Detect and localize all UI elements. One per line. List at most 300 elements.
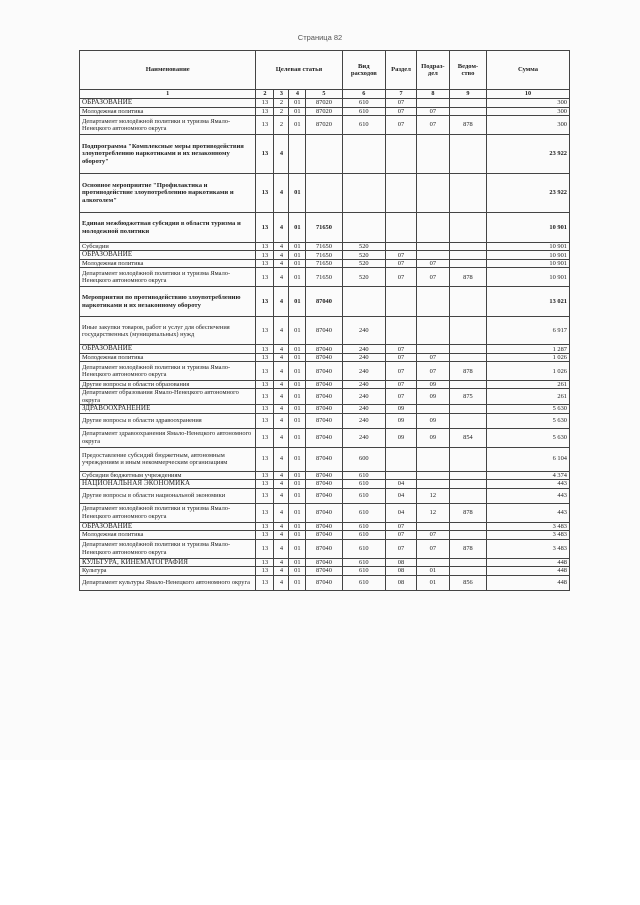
department-code	[449, 488, 486, 503]
department-code	[449, 107, 486, 115]
section: 07	[386, 268, 417, 287]
section: 07	[386, 116, 417, 135]
table-row	[80, 539, 570, 558]
header-target: Целевая статья	[256, 51, 342, 90]
target-program: 13	[256, 413, 274, 428]
target-event: 01	[289, 503, 306, 522]
target-direction: 71650	[306, 243, 342, 251]
expense-type: 610	[342, 558, 386, 567]
subsection: 12	[416, 488, 449, 503]
target-event: 01	[289, 575, 306, 590]
department-code	[449, 251, 486, 260]
subsection: 09	[416, 428, 449, 447]
department-code	[449, 99, 486, 108]
subsection: 07	[416, 354, 449, 362]
target-direction: 87040	[306, 413, 342, 428]
amount: 10 901	[487, 260, 570, 268]
expense-type: 610	[342, 116, 386, 135]
subsection: 01	[416, 575, 449, 590]
target-direction: 87040	[306, 381, 342, 389]
expense-type: 520	[342, 243, 386, 251]
row-name: ОБРАЗОВАНИЕ	[80, 99, 256, 108]
department-code: 854	[449, 428, 486, 447]
table-row	[80, 317, 570, 345]
target-subprogram: 4	[274, 213, 289, 243]
target-subprogram: 4	[274, 539, 289, 558]
target-program: 13	[256, 488, 274, 503]
target-direction: 71650	[306, 268, 342, 287]
target-direction: 87040	[306, 503, 342, 522]
section	[386, 243, 417, 251]
target-direction: 87040	[306, 488, 342, 503]
expense-type	[342, 287, 386, 317]
department-code	[449, 287, 486, 317]
subsection: 07	[416, 268, 449, 287]
target-program: 13	[256, 539, 274, 558]
target-event: 01	[289, 522, 306, 531]
expense-type: 610	[342, 488, 386, 503]
expense-type	[342, 213, 386, 243]
section: 09	[386, 428, 417, 447]
section: 07	[386, 539, 417, 558]
target-subprogram: 2	[274, 99, 289, 108]
target-program: 13	[256, 287, 274, 317]
target-program: 13	[256, 575, 274, 590]
row-name: Другие вопросы в области национальной экономики	[80, 488, 256, 503]
section: 07	[386, 389, 417, 404]
expense-type	[342, 174, 386, 213]
target-subprogram: 4	[274, 354, 289, 362]
target-event: 01	[289, 268, 306, 287]
department-code: 875	[449, 389, 486, 404]
department-code	[449, 567, 486, 575]
target-direction	[306, 135, 342, 174]
expense-type: 610	[342, 99, 386, 108]
target-program: 13	[256, 135, 274, 174]
section: 07	[386, 251, 417, 260]
target-program: 13	[256, 447, 274, 471]
col-number: 7	[386, 90, 417, 99]
row-name: Молодежная политика	[80, 531, 256, 539]
section: 04	[386, 488, 417, 503]
subsection	[416, 251, 449, 260]
target-program: 13	[256, 251, 274, 260]
target-event: 01	[289, 471, 306, 479]
header-name: Наименование	[80, 51, 256, 90]
section: 07	[386, 345, 417, 354]
amount: 4 374	[487, 471, 570, 479]
table-row	[80, 488, 570, 503]
target-event	[289, 135, 306, 174]
target-subprogram: 4	[274, 503, 289, 522]
target-program: 13	[256, 213, 274, 243]
department-code	[449, 345, 486, 354]
department-code: 878	[449, 503, 486, 522]
header-vid: Вид расходов	[342, 51, 386, 90]
row-name: ЗДРАВООХРАНЕНИЕ	[80, 404, 256, 413]
target-subprogram: 4	[274, 243, 289, 251]
subsection	[416, 345, 449, 354]
table-row	[80, 531, 570, 539]
amount: 5 630	[487, 413, 570, 428]
expense-type: 610	[342, 107, 386, 115]
target-direction: 87040	[306, 531, 342, 539]
section: 09	[386, 413, 417, 428]
row-name: Субсидии бюджетным учреждениям	[80, 471, 256, 479]
department-code	[449, 354, 486, 362]
target-event: 01	[289, 317, 306, 345]
target-direction: 87040	[306, 479, 342, 488]
expense-type: 610	[342, 522, 386, 531]
expense-type: 610	[342, 479, 386, 488]
section: 07	[386, 354, 417, 362]
target-subprogram: 4	[274, 287, 289, 317]
target-subprogram: 4	[274, 404, 289, 413]
subsection	[416, 135, 449, 174]
department-code	[449, 243, 486, 251]
subsection	[416, 522, 449, 531]
target-subprogram: 4	[274, 317, 289, 345]
target-program: 13	[256, 107, 274, 115]
target-subprogram: 4	[274, 174, 289, 213]
section	[386, 135, 417, 174]
header-row	[80, 51, 570, 90]
row-name: Единая межбюджетная субсидия в области туризма и молодежной политики	[80, 213, 256, 243]
row-name: Другие вопросы в области здравоохранения	[80, 413, 256, 428]
amount: 13 021	[487, 287, 570, 317]
amount: 1 026	[487, 362, 570, 381]
table-row	[80, 479, 570, 488]
department-code	[449, 381, 486, 389]
table-row	[80, 413, 570, 428]
amount: 10 901	[487, 243, 570, 251]
target-subprogram: 4	[274, 362, 289, 381]
row-name: Департамент молодёжной политики и туризма Ямало-Ненецкого автономного округа	[80, 539, 256, 558]
row-name: Иные закупки товаров, работ и услуг для обеспечения государственных (муниципальных) нужд	[80, 317, 256, 345]
amount: 1 287	[487, 345, 570, 354]
target-direction: 87040	[306, 428, 342, 447]
target-program: 13	[256, 345, 274, 354]
target-event: 01	[289, 362, 306, 381]
target-program: 13	[256, 428, 274, 447]
target-subprogram: 4	[274, 428, 289, 447]
target-event: 01	[289, 447, 306, 471]
subsection	[416, 99, 449, 108]
expense-type: 610	[342, 471, 386, 479]
row-name: Департамент образования Ямало-Ненецкого автономного округа	[80, 389, 256, 404]
target-program: 13	[256, 522, 274, 531]
target-program: 13	[256, 116, 274, 135]
subsection: 07	[416, 539, 449, 558]
target-direction: 87040	[306, 447, 342, 471]
department-code	[449, 317, 486, 345]
row-name: ОБРАЗОВАНИЕ	[80, 522, 256, 531]
section: 08	[386, 567, 417, 575]
target-event: 01	[289, 213, 306, 243]
amount: 261	[487, 389, 570, 404]
subsection	[416, 479, 449, 488]
table-row	[80, 522, 570, 531]
subsection: 07	[416, 116, 449, 135]
row-name: НАЦИОНАЛЬНАЯ ЭКОНОМИКА	[80, 479, 256, 488]
target-event: 01	[289, 558, 306, 567]
table-row	[80, 362, 570, 381]
section: 07	[386, 107, 417, 115]
table-row	[80, 107, 570, 115]
col-number: 3	[274, 90, 289, 99]
section	[386, 471, 417, 479]
header-vedomstvo: Ведом-ство	[449, 51, 486, 90]
section	[386, 287, 417, 317]
subsection: 07	[416, 260, 449, 268]
department-code: 878	[449, 268, 486, 287]
target-subprogram: 4	[274, 135, 289, 174]
target-direction: 71650	[306, 251, 342, 260]
target-event: 01	[289, 116, 306, 135]
target-direction: 87040	[306, 354, 342, 362]
row-name: Культура	[80, 567, 256, 575]
target-program: 13	[256, 471, 274, 479]
header-podrazdel: Подраз-дел	[416, 51, 449, 90]
target-direction: 87040	[306, 567, 342, 575]
col-number: 2	[256, 90, 274, 99]
target-program: 13	[256, 243, 274, 251]
subsection: 12	[416, 503, 449, 522]
target-program: 13	[256, 268, 274, 287]
target-program: 13	[256, 174, 274, 213]
target-subprogram: 4	[274, 567, 289, 575]
table-row	[80, 251, 570, 260]
target-direction: 71650	[306, 213, 342, 243]
target-subprogram: 4	[274, 488, 289, 503]
amount: 448	[487, 575, 570, 590]
department-code	[449, 135, 486, 174]
amount: 3 483	[487, 531, 570, 539]
col-number: 4	[289, 90, 306, 99]
expense-type: 520	[342, 268, 386, 287]
expense-type: 240	[342, 404, 386, 413]
budget-table	[79, 50, 570, 591]
subsection: 07	[416, 362, 449, 381]
subsection: 09	[416, 389, 449, 404]
amount: 300	[487, 107, 570, 115]
row-name: Департамент молодёжной политики и туризма Ямало-Ненецкого автономного округа	[80, 503, 256, 522]
expense-type: 240	[342, 362, 386, 381]
subsection	[416, 558, 449, 567]
expense-type: 240	[342, 413, 386, 428]
target-direction: 87040	[306, 471, 342, 479]
target-event: 01	[289, 345, 306, 354]
target-event: 01	[289, 413, 306, 428]
target-subprogram: 4	[274, 575, 289, 590]
row-name: Молодежная политика	[80, 354, 256, 362]
target-event: 01	[289, 174, 306, 213]
expense-type: 240	[342, 317, 386, 345]
department-code	[449, 447, 486, 471]
table-row	[80, 389, 570, 404]
target-subprogram: 4	[274, 268, 289, 287]
target-event: 01	[289, 99, 306, 108]
subsection	[416, 447, 449, 471]
row-name: Департамент здравоохранения Ямало-Ненецкого автономного округа	[80, 428, 256, 447]
page-label: Страница 82	[297, 33, 343, 42]
amount: 443	[487, 488, 570, 503]
target-subprogram: 4	[274, 531, 289, 539]
subsection	[416, 213, 449, 243]
amount: 10 901	[487, 251, 570, 260]
amount: 1 026	[487, 354, 570, 362]
department-code	[449, 471, 486, 479]
section	[386, 213, 417, 243]
section: 07	[386, 522, 417, 531]
target-subprogram: 2	[274, 116, 289, 135]
target-direction: 87040	[306, 389, 342, 404]
table-row	[80, 354, 570, 362]
section	[386, 174, 417, 213]
expense-type: 610	[342, 575, 386, 590]
row-name: Молодежная политика	[80, 260, 256, 268]
amount: 300	[487, 99, 570, 108]
department-code	[449, 260, 486, 268]
section	[386, 317, 417, 345]
subsection: 09	[416, 413, 449, 428]
target-event: 01	[289, 404, 306, 413]
table-row	[80, 447, 570, 471]
target-program: 13	[256, 389, 274, 404]
department-code	[449, 558, 486, 567]
section: 04	[386, 479, 417, 488]
column-numbers-row	[80, 90, 570, 99]
col-number: 10	[487, 90, 570, 99]
section: 07	[386, 381, 417, 389]
target-event: 01	[289, 287, 306, 317]
header-summa: Сумма	[487, 51, 570, 90]
target-direction: 87040	[306, 345, 342, 354]
department-code: 878	[449, 116, 486, 135]
row-name: Подпрограмма "Комплексные меры противодействия злоупотреблению наркотиками и их незаконному обороту"	[80, 135, 256, 174]
target-direction: 87040	[306, 362, 342, 381]
table-row	[80, 381, 570, 389]
amount: 10 901	[487, 213, 570, 243]
department-code	[449, 174, 486, 213]
target-direction: 87040	[306, 539, 342, 558]
department-code	[449, 404, 486, 413]
col-number: 5	[306, 90, 342, 99]
target-direction: 87020	[306, 99, 342, 108]
section: 04	[386, 503, 417, 522]
target-subprogram: 4	[274, 345, 289, 354]
target-subprogram: 4	[274, 251, 289, 260]
target-direction	[306, 174, 342, 213]
table-row	[80, 345, 570, 354]
target-event: 01	[289, 107, 306, 115]
table-row	[80, 268, 570, 287]
table-row	[80, 213, 570, 243]
section: 07	[386, 99, 417, 108]
target-event: 01	[289, 389, 306, 404]
amount: 23 922	[487, 135, 570, 174]
section: 09	[386, 404, 417, 413]
target-program: 13	[256, 354, 274, 362]
department-code: 856	[449, 575, 486, 590]
target-direction: 71650	[306, 260, 342, 268]
row-name: КУЛЬТУРА, КИНЕМАТОГРАФИЯ	[80, 558, 256, 567]
row-name: Субсидии	[80, 243, 256, 251]
target-subprogram: 2	[274, 107, 289, 115]
subsection	[416, 287, 449, 317]
amount: 448	[487, 567, 570, 575]
amount: 3 483	[487, 539, 570, 558]
row-name: Департамент культуры Ямало-Ненецкого автономного округа	[80, 575, 256, 590]
col-number: 6	[342, 90, 386, 99]
target-event: 01	[289, 260, 306, 268]
expense-type: 240	[342, 345, 386, 354]
col-number: 8	[416, 90, 449, 99]
department-code	[449, 413, 486, 428]
target-event: 01	[289, 428, 306, 447]
target-subprogram: 4	[274, 447, 289, 471]
subsection	[416, 471, 449, 479]
table-row	[80, 567, 570, 575]
expense-type: 520	[342, 260, 386, 268]
target-program: 13	[256, 558, 274, 567]
subsection: 01	[416, 567, 449, 575]
subsection: 09	[416, 381, 449, 389]
target-event: 01	[289, 479, 306, 488]
row-name: Департамент молодёжной политики и туризма Ямало-Ненецкого автономного округа	[80, 116, 256, 135]
col-number: 9	[449, 90, 486, 99]
row-name: Молодежная политика	[80, 107, 256, 115]
amount: 10 901	[487, 268, 570, 287]
section: 07	[386, 531, 417, 539]
target-subprogram: 4	[274, 522, 289, 531]
expense-type	[342, 135, 386, 174]
expense-type: 600	[342, 447, 386, 471]
target-program: 13	[256, 99, 274, 108]
target-event: 01	[289, 354, 306, 362]
target-direction: 87040	[306, 317, 342, 345]
row-name: Основное мероприятие "Профилактика и противодействие злоупотреблению наркотиками и алкоголем"	[80, 174, 256, 213]
amount: 443	[487, 503, 570, 522]
subsection	[416, 174, 449, 213]
table-row	[80, 428, 570, 447]
subsection	[416, 317, 449, 345]
table-row	[80, 558, 570, 567]
col-number: 1	[80, 90, 256, 99]
expense-type: 610	[342, 503, 386, 522]
table-row	[80, 404, 570, 413]
target-subprogram: 4	[274, 389, 289, 404]
expense-type: 520	[342, 251, 386, 260]
target-direction: 87040	[306, 287, 342, 317]
row-name: ОБРАЗОВАНИЕ	[80, 251, 256, 260]
amount: 300	[487, 116, 570, 135]
table-row	[80, 503, 570, 522]
expense-type: 610	[342, 531, 386, 539]
target-event: 01	[289, 488, 306, 503]
amount: 5 630	[487, 404, 570, 413]
expense-type: 240	[342, 389, 386, 404]
subsection	[416, 243, 449, 251]
subsection: 07	[416, 531, 449, 539]
target-program: 13	[256, 381, 274, 389]
target-subprogram: 4	[274, 558, 289, 567]
table-row	[80, 260, 570, 268]
target-event: 01	[289, 567, 306, 575]
department-code	[449, 479, 486, 488]
department-code	[449, 213, 486, 243]
target-program: 13	[256, 503, 274, 522]
